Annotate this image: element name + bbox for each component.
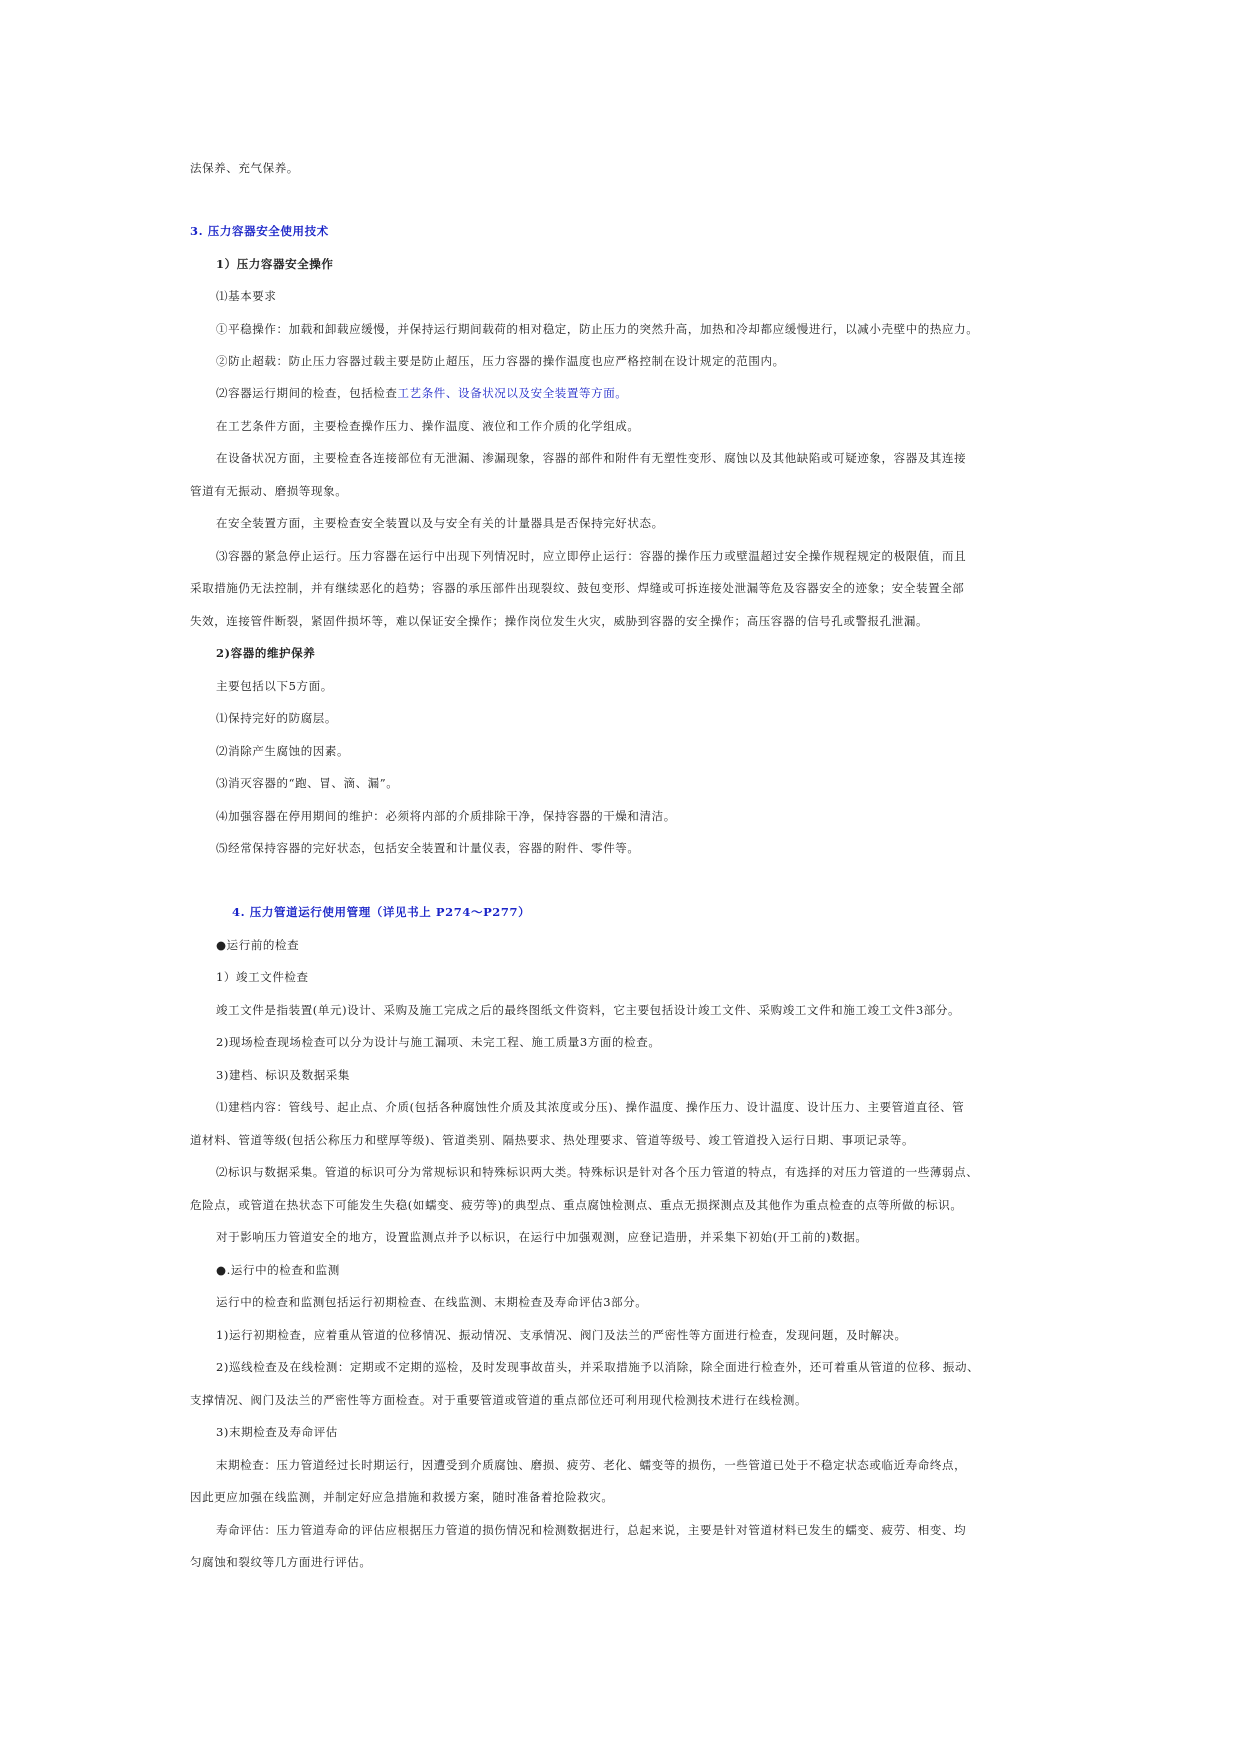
paragraph-line: 1)运行初期检查，应着重从管道的位移情况、振动情况、支承情况、阀门及法兰的严密性等方面进行检查，发现问题，及时解决。 (216, 1328, 907, 1342)
paragraph-line: 2)现场检查现场检查可以分为设计与施工漏项、未完工程、施工质量3方面的检查。 (216, 1035, 661, 1049)
paragraph-line: 2)巡线检查及在线检测：定期或不定期的巡检，及时发现事故苗头，并采取措施予以消除，除全面进行检查外，还可着重从管道的位移、振动、 (216, 1360, 980, 1374)
bullet-heading: ●运行前的检查 (216, 938, 300, 952)
list-item: ⑷加强容器在停用期间的维护：必须将内部的介质排除干净，保持容器的干燥和清洁。 (216, 809, 676, 823)
paragraph-line: 对于影响压力管道安全的地方，设置监测点并予以标识，在运行中加强观测，应登记造册，并采集下初始(开工前的)数据。 (216, 1230, 868, 1244)
paragraph-line: ①平稳操作：加载和卸载应缓慢，并保持运行期间载荷的相对稳定，防止压力的突然升高，加热和冷却都应缓慢进行，以减小壳壁中的热应力。 (216, 322, 979, 336)
paragraph-line: 支撑情况、阀门及法兰的严密性等方面检查。对于重要管道或管道的重点部位还可利用现代检测技术进行在线检测。 (190, 1393, 808, 1407)
paragraph-line: 匀腐蚀和裂纹等几方面进行评估。 (190, 1555, 372, 1569)
paragraph-line: ②防止超载：防止压力容器过载主要是防止超压，压力容器的操作温度也应严格控制在设计规定的范围内。 (216, 354, 785, 368)
paragraph-line: 主要包括以下5方面。 (216, 679, 333, 693)
paragraph-line: 末期检查：压力管道经过长时期运行，因遭受到介质腐蚀、磨损、疲劳、老化、蠕变等的损伤，一些管道已处于不稳定状态或临近寿命终点， (216, 1458, 967, 1472)
paragraph-line: 失效，连接管件断裂，紧固件损坏等，难以保证安全操作；操作岗位发生火灾，威胁到容器的安全操作；高压容器的信号孔或警报孔泄漏。 (190, 614, 929, 628)
paragraph-line (216, 385, 627, 401)
list-item: ⑵消除产生腐蚀的因素。 (216, 744, 350, 758)
paragraph-line: ⑴建档内容：管线号、起止点、介质(包括各种腐蚀性介质及其浓度或分压)、操作温度、操作压力、设计温度、设计压力、主要管道直径、管 (216, 1100, 965, 1114)
paragraph-line: 因此更应加强在线监测，并制定好应急措施和救援方案，随时准备着抢险救灾。 (190, 1490, 614, 1504)
bullet-heading: ●.运行中的检查和监测 (216, 1263, 340, 1277)
paragraph-line: 道材料、管道等级(包括公称压力和壁厚等级)、管道类别、隔热要求、热处理要求、管道等级号、竣工管道投入运行日期、事项记录等。 (190, 1133, 915, 1147)
paragraph-line: 1）竣工文件检查 (216, 970, 309, 984)
paragraph-line: 采取措施仍无法控制，并有继续恶化的趋势；容器的承压部件出现裂纹、鼓包变形、焊缝或可拆连接处泄漏等危及容器安全的迹象；安全装置全部 (190, 581, 965, 595)
paragraph-line: 竣工文件是指装置(单元)设计、采购及施工完成之后的最终图纸文件资料，它主要包括设计竣工文件、采购竣工文件和施工竣工文件3部分。 (216, 1003, 961, 1017)
paragraph-line: 在工艺条件方面，主要检查操作压力、操作温度、液位和工作介质的化学组成。 (216, 419, 640, 433)
list-item: ⑸经常保持容器的完好状态，包括安全装置和计量仪表，容器的附件、零件等。 (216, 841, 640, 855)
paragraph-line: 法保养、充气保养。 (190, 161, 299, 175)
paragraph-line: 管道有无振动、磨损等现象。 (190, 484, 348, 498)
subsection-heading: 1）压力容器安全操作 (216, 257, 334, 271)
paragraph-line: ⑴基本要求 (216, 289, 277, 303)
subsection-heading: 2)容器的维护保养 (216, 646, 316, 660)
paragraph-line: 3)末期检查及寿命评估 (216, 1425, 338, 1439)
paragraph-line: 在安全装置方面，主要检查安全装置以及与安全有关的计量器具是否保持完好状态。 (216, 516, 664, 530)
section-heading-3: 3. 压力容器安全使用技术 (190, 224, 329, 238)
highlighted-text: 工艺条件、设备状况以及安全装置等方面。 (397, 386, 628, 400)
paragraph-line: 运行中的检查和监测包括运行初期检查、在线监测、末期检查及寿命评估3部分。 (216, 1295, 648, 1309)
paragraph-line: 3)建档、标识及数据采集 (216, 1068, 351, 1082)
paragraph-line: 寿命评估：压力管道寿命的评估应根据压力管道的损伤情况和检测数据进行，总起来说，主要是针对管道材料已发生的蠕变、疲劳、相变、均 (216, 1523, 967, 1537)
section-heading-4: 4. 压力管道运行使用管理（详见书上 P274～P277） (232, 905, 531, 919)
paragraph-line: ⑶容器的紧急停止运行。压力容器在运行中出现下列情况时，应立即停止运行：容器的操作压力或壁温超过安全操作规程规定的极限值，而且 (216, 549, 967, 563)
paragraph-line: 危险点，或管道在热状态下可能发生失稳(如蠕变、疲劳等)的典型点、重点腐蚀检测点、重点无损探测点及其他作为重点检查的点等所做的标识。 (190, 1198, 963, 1212)
paragraph-text: ⑵容器运行期间的检查，包括检查 (216, 386, 398, 400)
list-item: ⑴保持完好的防腐层。 (216, 711, 337, 725)
list-item: ⑶消灭容器的“跑、冒、滴、漏”。 (216, 776, 399, 790)
paragraph-line: ⑵标识与数据采集。管道的标识可分为常规标识和特殊标识两大类。特殊标识是针对各个压力管道的特点，有选择的对压力管道的一些薄弱点、 (216, 1165, 979, 1179)
paragraph-line: 在设备状况方面，主要检查各连接部位有无泄漏、渗漏现象，容器的部件和附件有无塑性变形、腐蚀以及其他缺陷或可疑迹象，容器及其连接 (216, 451, 967, 465)
